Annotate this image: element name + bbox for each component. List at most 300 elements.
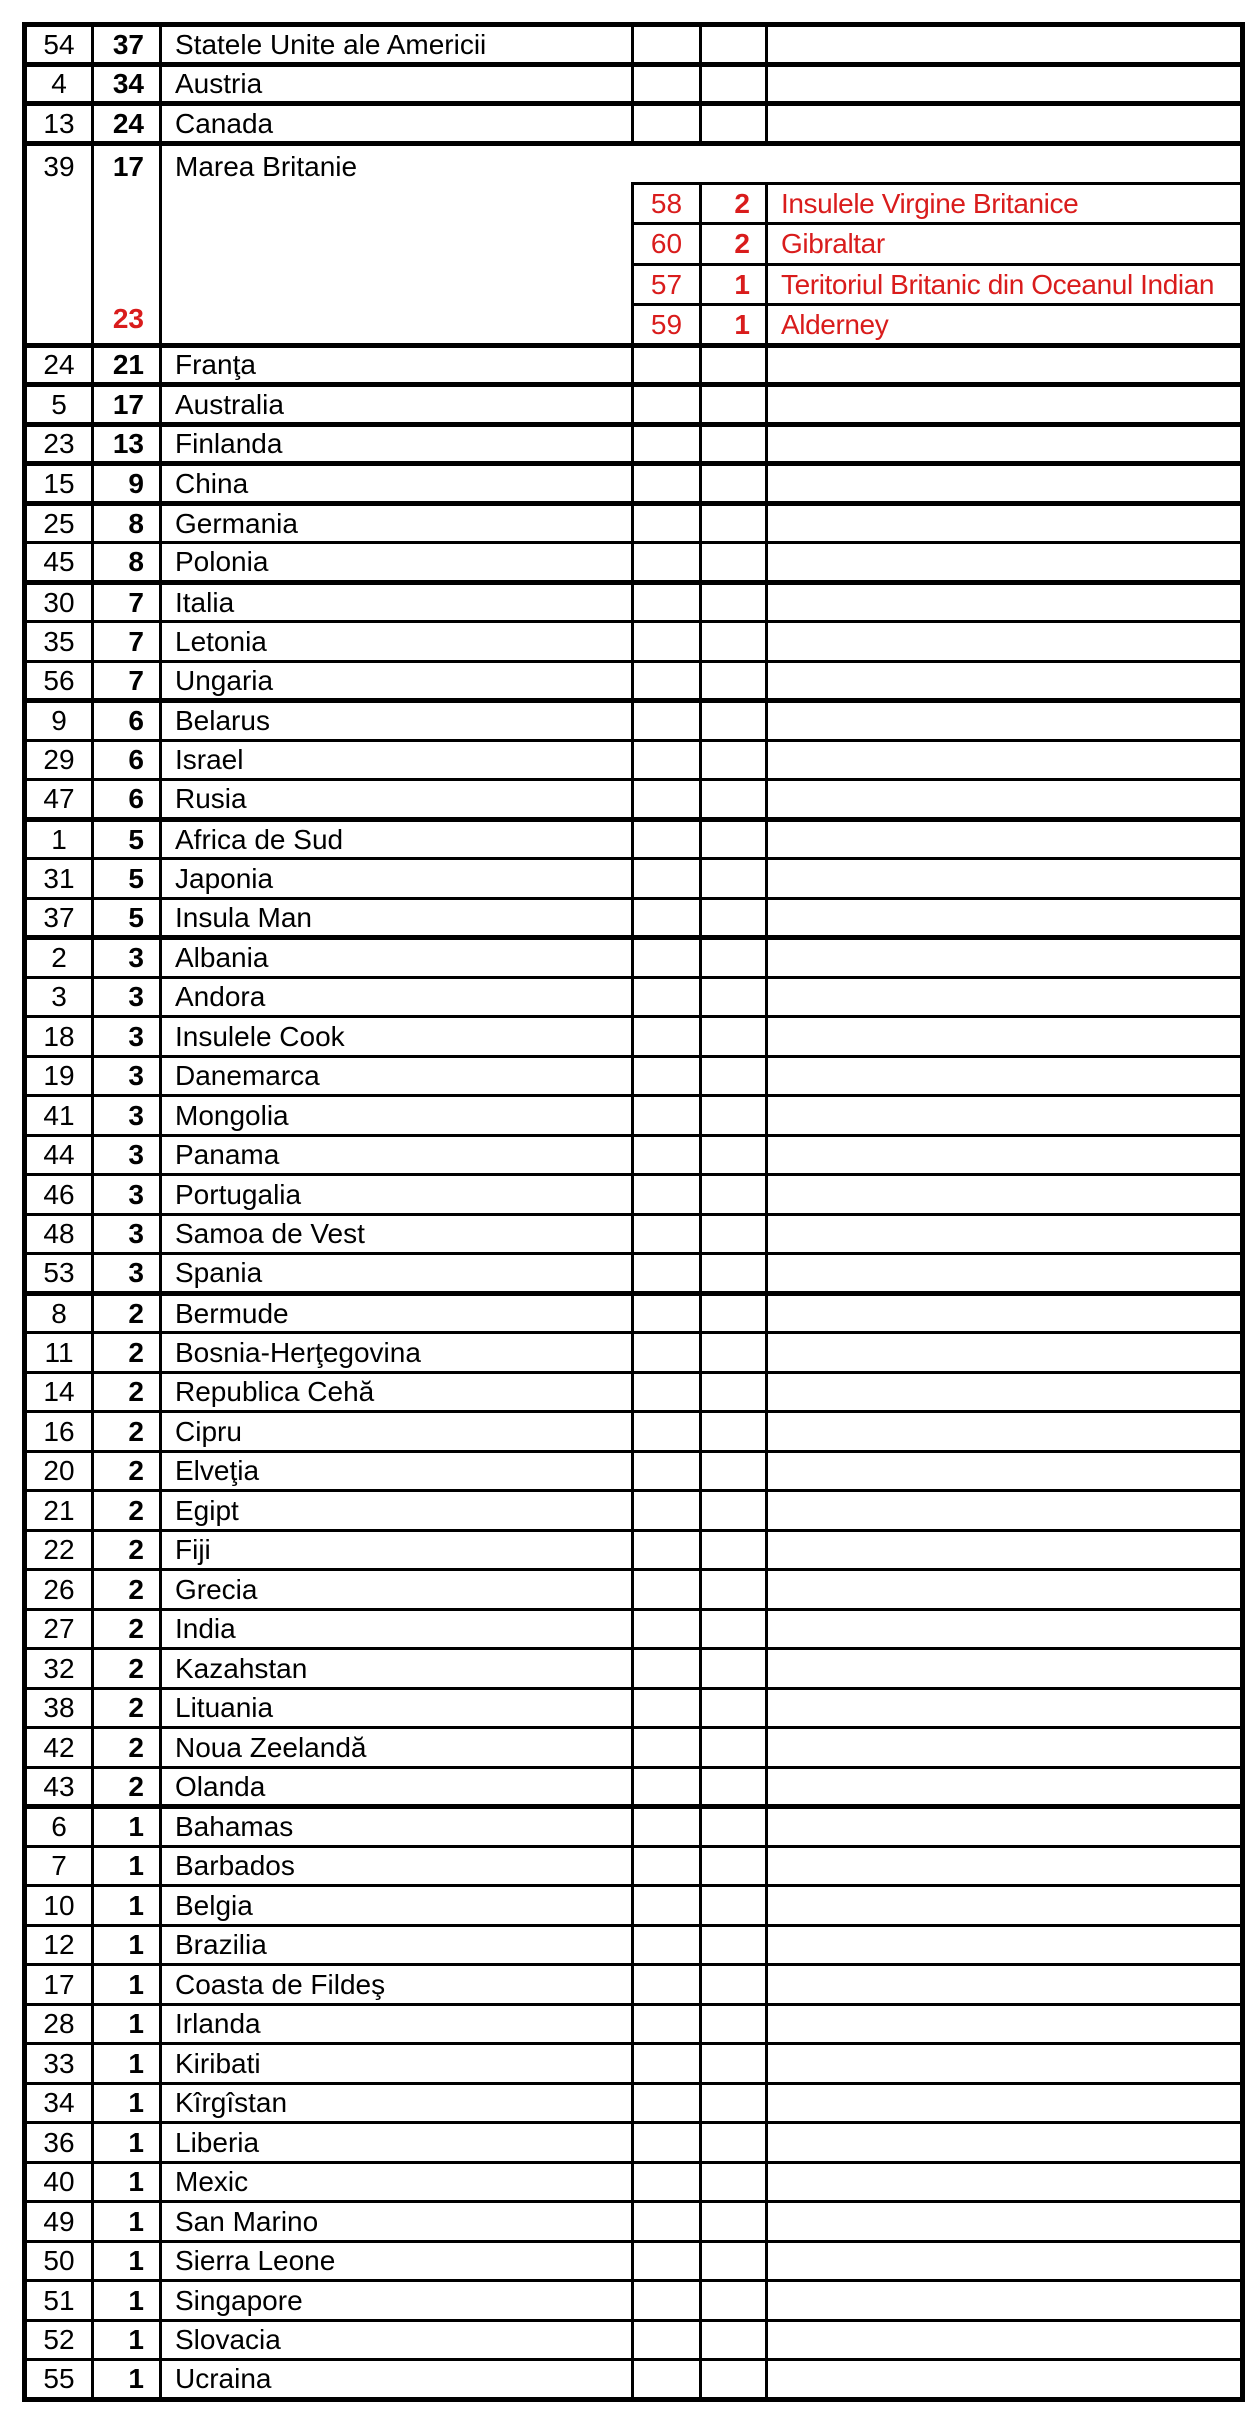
count-cell: 9: [93, 464, 161, 504]
empty-cell: [633, 1925, 701, 1965]
empty-cell: [633, 2360, 701, 2400]
country-name-cell: Canada: [161, 104, 633, 144]
country-name-cell: Cipru: [161, 1412, 633, 1452]
empty-cell: [701, 1886, 767, 1926]
empty-cell: [633, 2083, 701, 2123]
empty-cell: [767, 1412, 1243, 1452]
empty-cell: [701, 25, 767, 65]
country-row: [25, 977, 1243, 1017]
count-cell: 34: [93, 64, 161, 104]
country-id-cell: 12: [25, 1925, 93, 1965]
empty-cell: [701, 1293, 767, 1333]
country-id-cell: 25: [25, 503, 93, 543]
count-cell: 7: [93, 622, 161, 662]
count-cell: 1: [93, 2123, 161, 2163]
empty-cell: [633, 1649, 701, 1689]
empty-cell: [767, 661, 1243, 701]
empty-cell: [767, 1609, 1243, 1649]
country-id-cell: 44: [25, 1135, 93, 1175]
country-id-cell: 23: [25, 424, 93, 464]
country-row: [25, 819, 1243, 859]
empty-cell: [701, 543, 767, 583]
territory-name-cell: Teritoriul Britanic din Oceanul Indian: [767, 264, 1243, 304]
territory-count-cell: 2: [701, 183, 767, 223]
empty-cell: [633, 385, 701, 425]
country-row: [25, 1530, 1243, 1570]
empty-cell: [633, 1293, 701, 1333]
country-row: [25, 1451, 1243, 1491]
empty-cell: [701, 701, 767, 741]
empty-cell: [701, 2202, 767, 2242]
empty-cell: [701, 1175, 767, 1215]
country-row: [25, 2320, 1243, 2360]
country-id-cell: 8: [25, 1293, 93, 1333]
empty-cell: [767, 424, 1243, 464]
country-id-cell: 27: [25, 1609, 93, 1649]
count-cell: 2: [93, 1609, 161, 1649]
empty-cell: [633, 104, 701, 144]
country-name-cell: Africa de Sud: [161, 819, 633, 859]
empty-cell: [701, 1372, 767, 1412]
empty-cell: [767, 503, 1243, 543]
empty-cell: [701, 661, 767, 701]
country-row: [25, 1254, 1243, 1294]
empty-cell: [767, 2202, 1243, 2242]
country-row: [25, 1017, 1243, 1057]
empty-cell: [633, 543, 701, 583]
empty-cell: [767, 2241, 1243, 2281]
empty-cell: [633, 2044, 701, 2084]
empty-cell: [767, 2162, 1243, 2202]
country-id-cell: 41: [25, 1096, 93, 1136]
empty-cell: [633, 1807, 701, 1847]
empty-cell: [701, 1412, 767, 1452]
count-cell: 5: [93, 819, 161, 859]
country-row: [25, 2281, 1243, 2321]
country-row: [25, 1570, 1243, 1610]
empty-cell: [701, 1807, 767, 1847]
empty-cell: [633, 1846, 701, 1886]
count-cell: 2: [93, 1412, 161, 1452]
empty-cell: [633, 464, 701, 504]
country-row: [25, 1491, 1243, 1531]
country-id-cell: 32: [25, 1649, 93, 1689]
empty-cell: [701, 503, 767, 543]
empty-cell: [701, 2320, 767, 2360]
country-id-cell: 45: [25, 543, 93, 583]
country-row: [25, 2123, 1243, 2163]
country-id-cell: 31: [25, 859, 93, 899]
country-id-cell: 20: [25, 1451, 93, 1491]
country-name-cell: Belgia: [161, 1886, 633, 1926]
empty-cell: [633, 1886, 701, 1926]
country-name-cell: Ucraina: [161, 2360, 633, 2400]
country-id-cell: 10: [25, 1886, 93, 1926]
empty-cell: [633, 1333, 701, 1373]
empty-cell: [633, 1096, 701, 1136]
empty-cell: [767, 1570, 1243, 1610]
country-row: [25, 859, 1243, 899]
country-name-cell: Finlanda: [161, 424, 633, 464]
empty-cell: [767, 1135, 1243, 1175]
empty-cell: [633, 1135, 701, 1175]
territory-id-cell: 58: [633, 183, 701, 223]
country-name-cell: San Marino: [161, 2202, 633, 2242]
uk-row: [25, 143, 1243, 183]
country-name-cell: Insulele Cook: [161, 1017, 633, 1057]
empty-cell: [633, 503, 701, 543]
empty-cell: [701, 2123, 767, 2163]
country-id-cell: 4: [25, 64, 93, 104]
empty-cell: [633, 1214, 701, 1254]
empty-cell: [701, 898, 767, 938]
empty-cell: [767, 543, 1243, 583]
country-row: [25, 938, 1243, 978]
country-name-cell: Franţa: [161, 345, 633, 385]
count-cell: 6: [93, 701, 161, 741]
country-name-cell: Grecia: [161, 1570, 633, 1610]
country-row: [25, 424, 1243, 464]
empty-cell: [633, 1570, 701, 1610]
country-row: [25, 1333, 1243, 1373]
country-id-cell: 9: [25, 701, 93, 741]
count-cell: 1: [93, 2044, 161, 2084]
table-body: [25, 25, 1243, 2400]
count-cell: 3: [93, 1135, 161, 1175]
country-row: [25, 1056, 1243, 1096]
empty-cell: [767, 622, 1243, 662]
country-name-cell: Spania: [161, 1254, 633, 1294]
count-cell: 5: [93, 898, 161, 938]
territory-id-cell: 59: [633, 305, 701, 345]
country-row: [25, 1293, 1243, 1333]
empty-cell: [701, 977, 767, 1017]
country-id-cell: 14: [25, 1372, 93, 1412]
country-row: [25, 1214, 1243, 1254]
country-name-cell: Mexic: [161, 2162, 633, 2202]
empty-cell: [701, 2281, 767, 2321]
empty-cell: [633, 1491, 701, 1531]
empty-cell: [767, 1175, 1243, 1215]
uk-count: 17: [112, 150, 144, 182]
country-row: [25, 25, 1243, 65]
country-row: [25, 661, 1243, 701]
count-cell: 1: [93, 1925, 161, 1965]
empty-cell: [633, 2004, 701, 2044]
empty-cell: [767, 1372, 1243, 1412]
country-id-cell: 40: [25, 2162, 93, 2202]
count-cell: 2: [93, 1728, 161, 1768]
country-row: [25, 898, 1243, 938]
country-name-cell: Portugalia: [161, 1175, 633, 1215]
country-row: [25, 543, 1243, 583]
empty-cell: [701, 1767, 767, 1807]
empty-cell: [701, 2004, 767, 2044]
country-row: [25, 1846, 1243, 1886]
count-cell: 8: [93, 503, 161, 543]
country-id-cell: 46: [25, 1175, 93, 1215]
count-cell: 8: [93, 543, 161, 583]
country-name-cell: Bermude: [161, 1293, 633, 1333]
country-id-cell: 13: [25, 104, 93, 144]
country-id-cell: 24: [25, 345, 93, 385]
country-row: [25, 1886, 1243, 1926]
empty-cell: [767, 2320, 1243, 2360]
count-cell: 21: [93, 345, 161, 385]
empty-cell: [633, 1056, 701, 1096]
country-name-cell: Statele Unite ale Americii: [161, 25, 633, 65]
empty-cell: [701, 1925, 767, 1965]
country-name-cell: Brazilia: [161, 1925, 633, 1965]
count-cell: 2: [93, 1333, 161, 1373]
empty-cell: [767, 1767, 1243, 1807]
empty-cell: [633, 1372, 701, 1412]
empty-cell: [767, 780, 1243, 820]
country-name-cell: Barbados: [161, 1846, 633, 1886]
country-id-cell: 16: [25, 1412, 93, 1452]
empty-cell: [767, 1886, 1243, 1926]
empty-cell: [767, 938, 1243, 978]
empty-cell: [701, 1096, 767, 1136]
territory-name-cell: Gibraltar: [767, 224, 1243, 264]
empty-cell: [767, 1728, 1243, 1768]
empty-cell: [633, 938, 701, 978]
count-cell: 17: [93, 385, 161, 425]
country-name-cell: Italia: [161, 582, 633, 622]
empty-cell: [633, 424, 701, 464]
count-cell: 7: [93, 582, 161, 622]
country-id-cell: 3: [25, 977, 93, 1017]
empty-cell: [633, 1451, 701, 1491]
country-row: [25, 1096, 1243, 1136]
country-row: [25, 2004, 1243, 2044]
count-cell: 2: [93, 1491, 161, 1531]
count-cell: 2: [93, 1649, 161, 1689]
country-name-cell: Ungaria: [161, 661, 633, 701]
empty-cell: [633, 780, 701, 820]
count-cell: 1: [93, 2241, 161, 2281]
empty-cell: [767, 25, 1243, 65]
country-name-cell: Belarus: [161, 701, 633, 741]
empty-cell: [767, 464, 1243, 504]
country-row: [25, 385, 1243, 425]
territory-count-cell: 1: [701, 264, 767, 304]
country-row: [25, 582, 1243, 622]
empty-cell: [633, 977, 701, 1017]
count-cell: 3: [93, 938, 161, 978]
empty-cell: [701, 1530, 767, 1570]
count-cell: 3: [93, 977, 161, 1017]
empty-cell: [767, 1688, 1243, 1728]
empty-cell: [633, 345, 701, 385]
empty-cell: [767, 740, 1243, 780]
uk-count-stack: [94, 146, 144, 343]
empty-cell: [701, 859, 767, 899]
empty-cell: [633, 1688, 701, 1728]
country-name-cell: Israel: [161, 740, 633, 780]
empty-cell: [701, 1451, 767, 1491]
empty-cell: [701, 1056, 767, 1096]
count-cell: 2: [93, 1530, 161, 1570]
count-cell: 6: [93, 740, 161, 780]
empty-cell: [701, 1728, 767, 1768]
country-row: [25, 1649, 1243, 1689]
country-id-cell: 47: [25, 780, 93, 820]
empty-cell: [701, 780, 767, 820]
country-id-cell: 22: [25, 1530, 93, 1570]
count-cell: 1: [93, 2162, 161, 2202]
country-name-cell: Singapore: [161, 2281, 633, 2321]
empty-cell: [701, 740, 767, 780]
count-cell: 2: [93, 1767, 161, 1807]
count-cell: 2: [93, 1372, 161, 1412]
country-name-cell: Australia: [161, 385, 633, 425]
country-name-cell: Sierra Leone: [161, 2241, 633, 2281]
empty-cell: [633, 2162, 701, 2202]
country-name-cell: Letonia: [161, 622, 633, 662]
country-id-cell: 15: [25, 464, 93, 504]
country-name-cell: Japonia: [161, 859, 633, 899]
empty-cell: [701, 1333, 767, 1373]
count-cell: 6: [93, 780, 161, 820]
territory-count-cell: 1: [701, 305, 767, 345]
empty-cell: [701, 464, 767, 504]
empty-cell: [767, 819, 1243, 859]
empty-cell: [701, 1491, 767, 1531]
country-row: [25, 464, 1243, 504]
empty-cell: [767, 1491, 1243, 1531]
empty-cell: [767, 64, 1243, 104]
empty-cell: [767, 1056, 1243, 1096]
country-id-cell: 52: [25, 2320, 93, 2360]
count-cell: 1: [93, 1846, 161, 1886]
country-row: [25, 345, 1243, 385]
country-id-cell: 17: [25, 1965, 93, 2005]
country-name-cell: Insula Man: [161, 898, 633, 938]
country-name-cell: India: [161, 1609, 633, 1649]
count-cell: 1: [93, 2083, 161, 2123]
country-id-cell: 48: [25, 1214, 93, 1254]
country-name-cell: Coasta de Fildeş: [161, 1965, 633, 2005]
empty-cell: [701, 424, 767, 464]
empty-cell: [767, 104, 1243, 144]
country-id-cell: 54: [25, 25, 93, 65]
count-cell: 3: [93, 1056, 161, 1096]
empty-cell: [633, 622, 701, 662]
territory-id-cell: 60: [633, 224, 701, 264]
country-name-cell: Albania: [161, 938, 633, 978]
empty-cell: [701, 2083, 767, 2123]
empty-cell: [701, 64, 767, 104]
country-row: [25, 503, 1243, 543]
country-name-cell: Austria: [161, 64, 633, 104]
country-row: [25, 1728, 1243, 1768]
country-name-cell: Liberia: [161, 2123, 633, 2163]
count-cell: 1: [93, 2281, 161, 2321]
empty-cell: [633, 1728, 701, 1768]
empty-cell: [767, 1214, 1243, 1254]
count-cell: 5: [93, 859, 161, 899]
count-cell: 3: [93, 1096, 161, 1136]
country-name-cell: Panama: [161, 1135, 633, 1175]
empty-cell: [767, 1965, 1243, 2005]
count-cell: 1: [93, 2004, 161, 2044]
country-name-cell: Bahamas: [161, 1807, 633, 1847]
country-id-cell: 50: [25, 2241, 93, 2281]
country-row: [25, 1807, 1243, 1847]
country-row: [25, 701, 1243, 741]
country-id-cell: 7: [25, 1846, 93, 1886]
empty-cell: [767, 2360, 1243, 2400]
empty-cell: [633, 582, 701, 622]
empty-cell: [701, 582, 767, 622]
empty-cell: [767, 1530, 1243, 1570]
country-id-cell: 33: [25, 2044, 93, 2084]
country-id-cell: 39: [25, 143, 93, 345]
empty-cell: [701, 1846, 767, 1886]
country-id-cell: 56: [25, 661, 93, 701]
empty-cell: [633, 740, 701, 780]
country-name-cell: Andora: [161, 977, 633, 1017]
country-id-cell: 53: [25, 1254, 93, 1294]
country-row: [25, 780, 1243, 820]
country-row: [25, 1688, 1243, 1728]
country-row: [25, 1412, 1243, 1452]
count-cell: 7: [93, 661, 161, 701]
territory-id-cell: 57: [633, 264, 701, 304]
empty-cell: [633, 1175, 701, 1215]
country-id-cell: 21: [25, 1491, 93, 1531]
empty-cell: [701, 1570, 767, 1610]
empty-cell: [767, 2281, 1243, 2321]
empty-cell: [633, 64, 701, 104]
count-cell: 1: [93, 1965, 161, 2005]
empty-cell: [701, 2162, 767, 2202]
empty-cell: [767, 1333, 1243, 1373]
country-name-cell: Elveţia: [161, 1451, 633, 1491]
count-cell: 3: [93, 1017, 161, 1057]
empty-cell: [633, 1767, 701, 1807]
uk-merged-empty-area: [633, 143, 1243, 183]
empty-cell: [701, 819, 767, 859]
country-count-table: [22, 22, 1245, 2402]
empty-cell: [767, 1254, 1243, 1294]
country-name-cell: Noua Zeelandă: [161, 1728, 633, 1768]
country-row: [25, 1135, 1243, 1175]
empty-cell: [701, 2241, 767, 2281]
country-id-cell: 43: [25, 1767, 93, 1807]
count-cell: 3: [93, 1214, 161, 1254]
count-cell: 2: [93, 1688, 161, 1728]
country-id-cell: 28: [25, 2004, 93, 2044]
country-name-cell: Kazahstan: [161, 1649, 633, 1689]
country-row: [25, 2202, 1243, 2242]
empty-cell: [701, 938, 767, 978]
empty-cell: [633, 701, 701, 741]
empty-cell: [633, 1412, 701, 1452]
country-name-cell: Lituania: [161, 1688, 633, 1728]
country-id-cell: 35: [25, 622, 93, 662]
empty-cell: [767, 1096, 1243, 1136]
country-id-cell: 2: [25, 938, 93, 978]
empty-cell: [633, 898, 701, 938]
count-cell: 1: [93, 2320, 161, 2360]
empty-cell: [767, 2044, 1243, 2084]
country-row: [25, 2083, 1243, 2123]
empty-cell: [701, 104, 767, 144]
country-id-cell: 37: [25, 898, 93, 938]
empty-cell: [767, 1017, 1243, 1057]
